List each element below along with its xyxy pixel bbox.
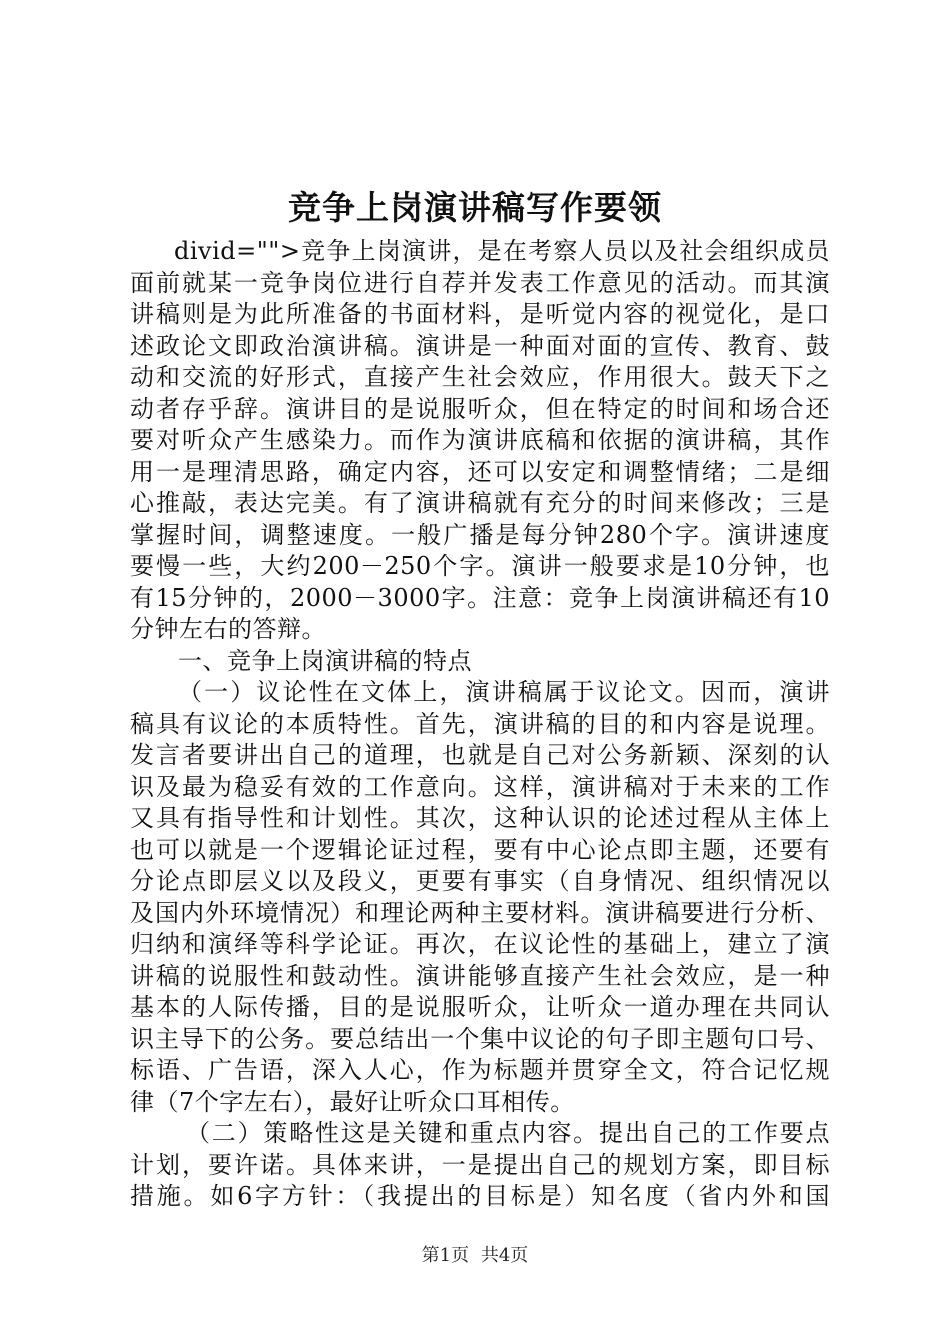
body-line: 标语、广告语，深入人心，作为标题并贯穿全文，符合记忆规 — [130, 1056, 830, 1084]
body-line: （一）议论性在文体上，演讲稿属于议论文。因而，演讲 — [178, 678, 830, 706]
body-line: 心推敲，表达完美。有了演讲稿就有充分的时间来修改；三是 — [130, 489, 830, 517]
page-number: 第1页 — [421, 1245, 470, 1266]
body-line: 发言者要讲出自己的道理，也就是自己对公务新颖、深刻的认 — [130, 741, 830, 769]
body-line: （二）策略性这是关键和重点内容。提出自己的工作要点 — [186, 1119, 830, 1147]
body-line: 要慢一些，大约200－250个字。演讲一般要求是10分钟，也 — [130, 552, 830, 580]
body-line: 掌握时间，调整速度。一般广播是每分钟280个字。演讲速度 — [130, 520, 830, 549]
body-line: 动和交流的好形式，直接产生社会效应，作用很大。鼓天下之 — [130, 363, 830, 391]
document-title: 竞争上岗演讲稿写作要领 — [288, 188, 662, 227]
body-line: 计划，要许诺。具体来讲，一是提出自己的规划方案，即目标 — [130, 1150, 830, 1179]
page-footer — [0, 1244, 950, 1268]
body-line: 面前就某一竞争岗位进行自荐并发表工作意见的活动。而其演 — [130, 268, 830, 297]
body-line: 分钟左右的答辩。 — [130, 615, 326, 643]
body-line: 基本的人际传播，目的是说服听众，让听众一道办理在共同认 — [130, 993, 830, 1021]
body-line: 律（7个字左右），最好让听众口耳相传。 — [130, 1087, 575, 1116]
body-line: 又具有指导性和计划性。其次，这种认识的论述过程从主体上 — [130, 804, 830, 832]
body-line: divid="">竞争上岗演讲，是在考察人员以及社会组织成员 — [174, 237, 830, 265]
body-line: 分论点即层义以及段义，更要有事实（自身情况、组织情况以 — [130, 867, 830, 895]
body-line: 要对听众产生感染力。而作为演讲底稿和依据的演讲稿，其作 — [130, 426, 830, 454]
body-line: 识主导下的公务。要总结出一个集中议论的句子即主题句口号、 — [130, 1024, 830, 1053]
body-line: 讲稿则是为此所准备的书面材料，是听觉内容的视觉化，是口 — [130, 300, 830, 328]
page-total: 共4页 — [480, 1245, 529, 1266]
body-line: 识及最为稳妥有效的工作意向。这样，演讲稿对于未来的工作 — [130, 772, 830, 801]
body-line: 归纳和演绎等科学论证。再次，在议论性的基础上，建立了演 — [130, 930, 830, 958]
body-line: 及国内外环境情况）和理论两种主要材料。演讲稿要进行分析、 — [130, 898, 830, 927]
body-line: 也可以就是一个逻辑论证过程，要有中心论点即主题，还要有 — [130, 835, 830, 864]
body-line: 述政论文即政治演讲稿。演讲是一种面对面的宣传、教育、鼓 — [130, 331, 830, 360]
body-line: 讲稿的说服性和鼓动性。演讲能够直接产生社会效应，是一种 — [130, 961, 830, 990]
document-body — [130, 236, 830, 1213]
body-line: 有15分钟的，2000－3000字。注意：竞争上岗演讲稿还有10 — [130, 583, 830, 612]
body-line: 用一是理清思路，确定内容，还可以安定和调整情绪；二是细 — [130, 457, 830, 486]
body-line: 稿具有议论的本质特性。首先，演讲稿的目的和内容是说理。 — [130, 709, 830, 738]
body-line: 措施。如6字方针：（我提出的目标是）知名度（省内外和国 — [130, 1182, 830, 1210]
section-heading: 一、竞争上岗演讲稿的特点 — [178, 646, 472, 675]
body-line: 动者存乎辞。演讲目的是说服听众，但在特定的时间和场合还 — [130, 394, 830, 423]
